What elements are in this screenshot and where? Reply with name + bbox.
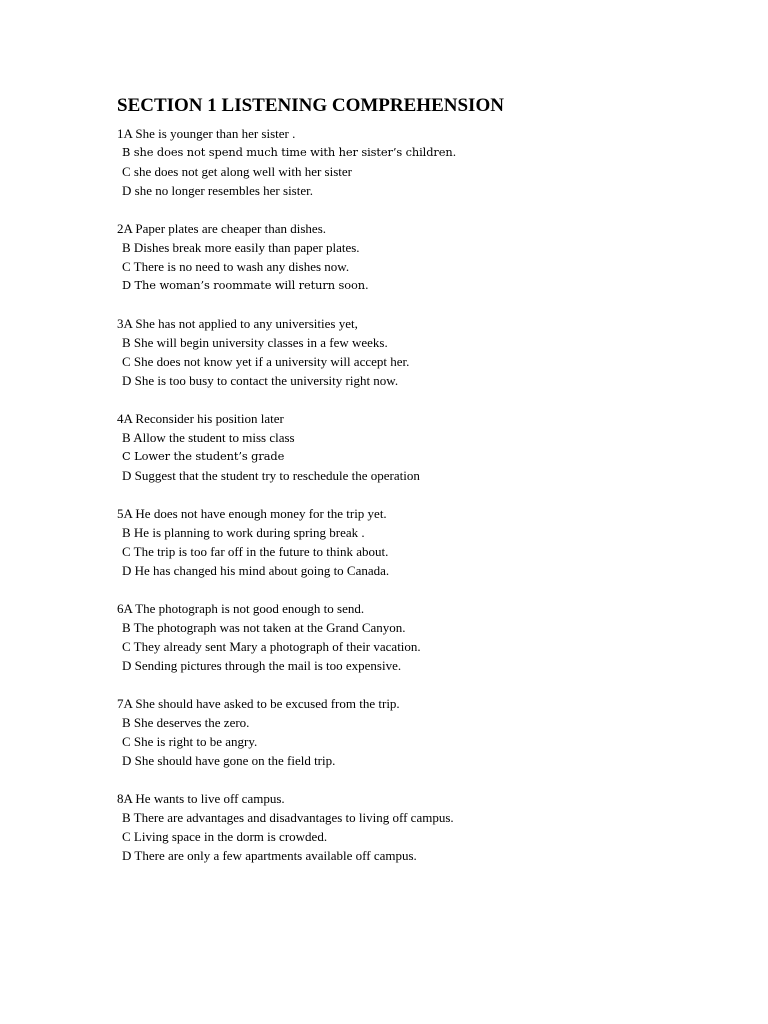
option-a: 8A He wants to live off campus. [117,791,285,806]
option-b: B She deserves the zero. [122,715,250,730]
option-d: D There are only a few apartments available off campus. [122,848,417,863]
option-b: B He is planning to work during spring break . [122,525,365,540]
option-a: 3A She has not applied to any universities yet, [117,316,358,331]
option-c: C Living space in the dorm is crowded. [122,829,328,844]
option-d: D Sending pictures through the mail is too expensive. [122,658,402,673]
question-3 [117,314,737,390]
option-b: B There are advantages and disadvantages to living off campus. [122,810,454,825]
section-title: SECTION 1 LISTENING COMPREHENSION [117,95,504,116]
option-a: 7A She should have asked to be excused from the trip. [117,696,400,711]
option-c: C she does not get along well with her sister [122,164,352,179]
question-7 [117,694,737,770]
question-5 [117,504,737,580]
option-d: D She is too busy to contact the university right now. [122,373,399,388]
option-c: C The trip is too far off in the future to think about. [122,544,389,559]
option-a: 4A Reconsider his position later [117,411,284,426]
option-d: D she no longer resembles her sister. [122,183,313,198]
question-4 [117,409,737,485]
option-a: 5A He does not have enough money for the trip yet. [117,506,387,521]
option-a: 6A The photograph is not good enough to send. [117,601,365,616]
option-c: C They already sent Mary a photograph of their vacation. [122,639,421,654]
option-a: 2A Paper plates are cheaper than dishes. [117,221,327,236]
option-d: D The woman’s roommate will return soon. [122,278,369,292]
option-b: B Allow the student to miss class [122,430,295,445]
document-page [117,94,737,884]
question-2 [117,219,737,295]
option-c: C She is right to be angry. [122,734,258,749]
option-b: B Dishes break more easily than paper plates. [122,240,360,255]
option-d: D She should have gone on the field trip. [122,753,336,768]
option-c: C Lower the student’s grade [122,449,285,463]
question-1 [117,124,737,200]
question-6 [117,599,737,675]
option-c: C There is no need to wash any dishes now. [122,259,350,274]
option-a: 1A She is younger than her sister . [117,126,296,141]
option-c: C She does not know yet if a university will accept her. [122,354,410,369]
option-d: D Suggest that the student try to reschedule the operation [122,468,420,483]
option-b: B The photograph was not taken at the Grand Canyon. [122,620,406,635]
option-b: B She will begin university classes in a few weeks. [122,335,388,350]
question-8 [117,789,737,865]
option-d: D He has changed his mind about going to Canada. [122,563,390,578]
option-b: B she does not spend much time with her sister’s children. [122,145,457,159]
